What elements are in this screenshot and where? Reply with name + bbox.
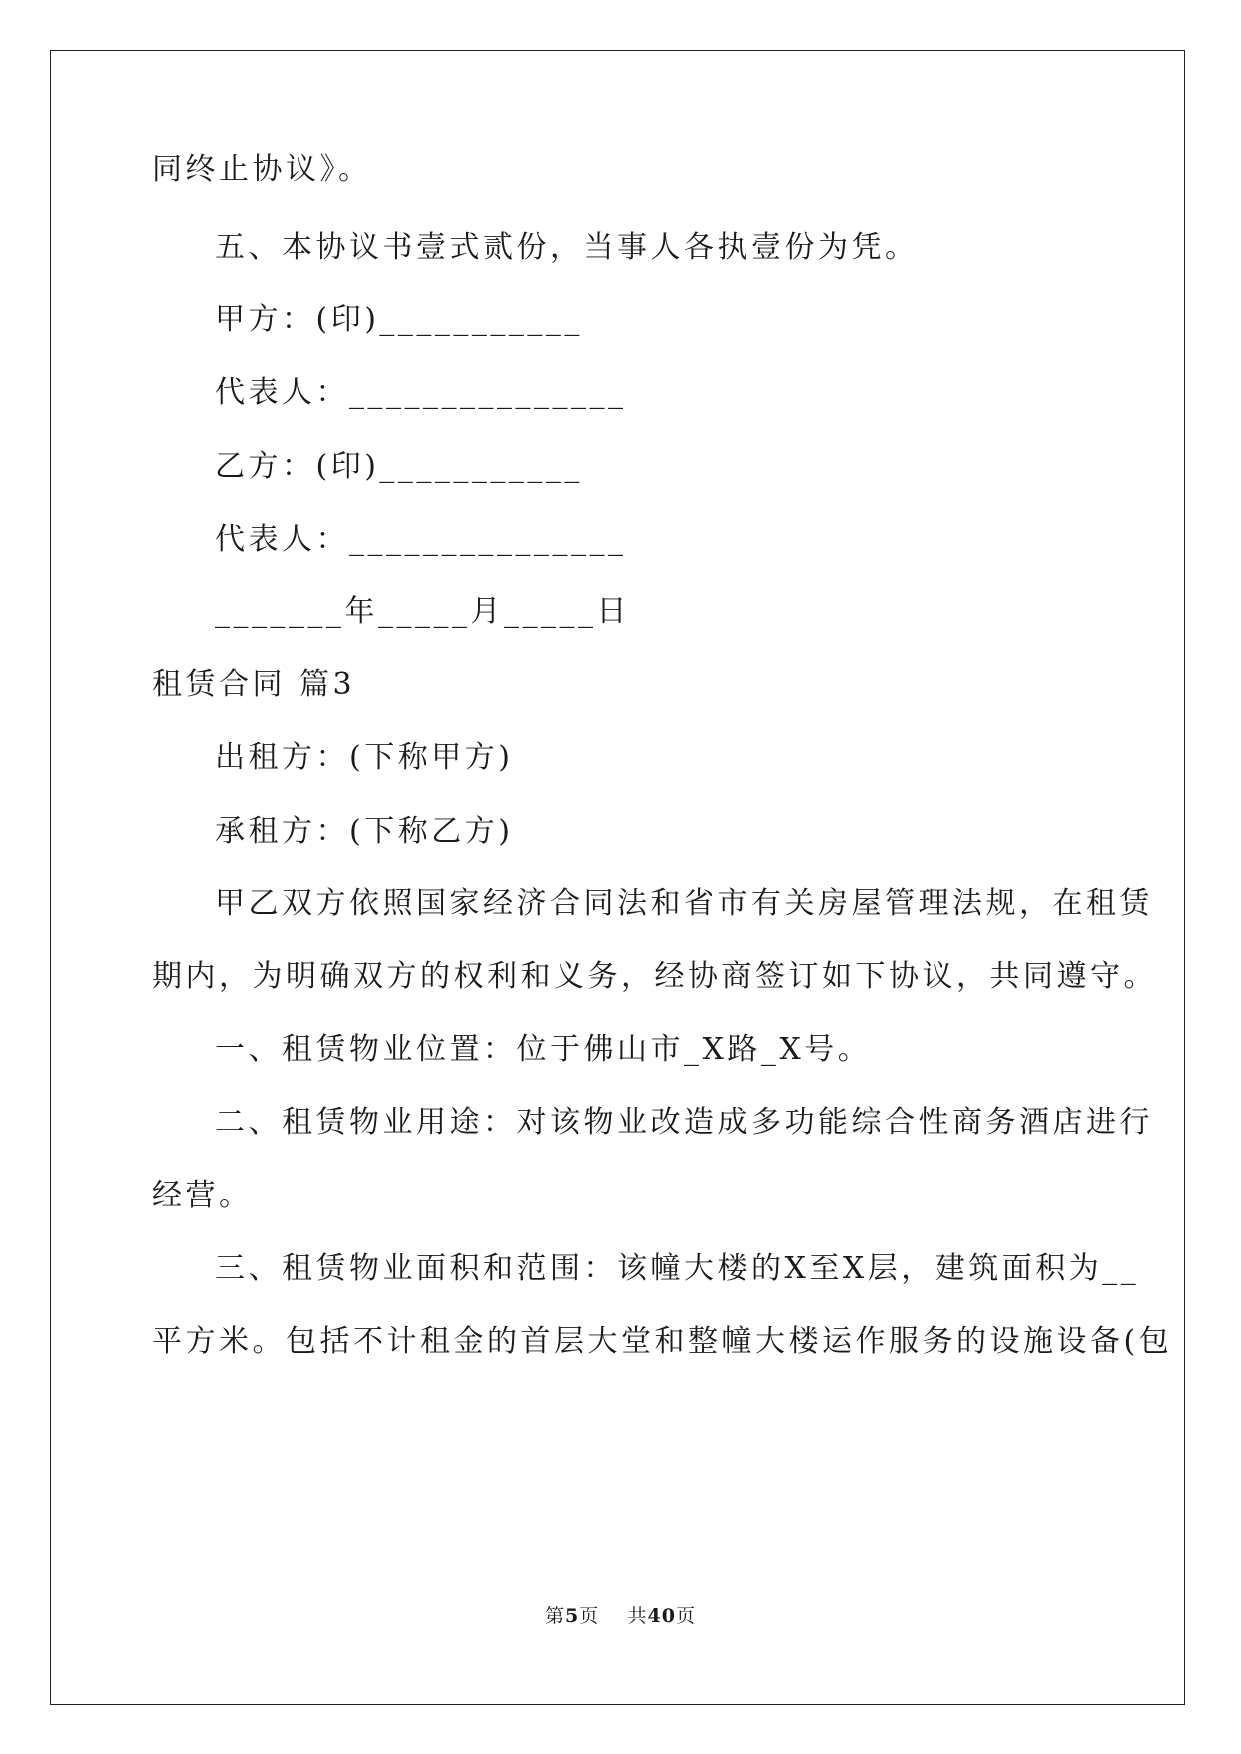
text-line-clause-3-cont: 平方米。包括不计租金的首层大堂和整幢大楼运作服务的设施设备(包	[152, 1324, 1173, 1359]
footer-total-prefix: 共	[627, 1605, 648, 1627]
text-line-party-a-rep: 代表人：_______________	[215, 375, 627, 410]
footer-page-unit: 页	[579, 1605, 600, 1627]
text-line-date: _______年_____月_____日	[215, 594, 630, 629]
page-border	[50, 50, 1185, 1705]
text-line-continuation: 同终止协议》。	[152, 152, 372, 187]
text-line-party-b-rep: 代表人：_______________	[215, 522, 627, 557]
text-line-lessor: 出租方：(下称甲方)	[215, 740, 514, 775]
footer-total-unit: 页	[675, 1605, 696, 1627]
text-line-lessee: 承租方：(下称乙方)	[215, 814, 514, 849]
text-line-preamble-2: 期内，为明确双方的权利和义务，经协商签订如下协议，共同遵守。	[152, 959, 1157, 994]
page-footer	[0, 1604, 1241, 1628]
footer-total-pages: 40	[647, 1605, 676, 1627]
footer-page-prefix: 第	[545, 1605, 566, 1627]
text-line-clause-3: 三、租赁物业面积和范围：该幢大楼的X至X层，建筑面积为__	[215, 1251, 1140, 1286]
text-line-party-a-seal: 甲方：(印)___________	[215, 302, 583, 337]
text-line-clause-5: 五、本协议书壹式贰份，当事人各执壹份为凭。	[215, 230, 919, 265]
text-line-clause-2: 二、租赁物业用途：对该物业改造成多功能综合性商务酒店进行	[215, 1105, 1153, 1140]
text-line-clause-2-cont: 经营。	[152, 1178, 253, 1213]
text-line-party-b-seal: 乙方：(印)___________	[215, 449, 583, 484]
section-heading: 租赁合同 篇3	[152, 667, 356, 702]
footer-page-number: 5	[565, 1605, 580, 1627]
text-line-clause-1: 一、租赁物业位置：位于佛山市_X路_X号。	[215, 1032, 872, 1067]
text-line-preamble-1: 甲乙双方依照国家经济合同法和省市有关房屋管理法规，在租赁	[215, 886, 1153, 921]
